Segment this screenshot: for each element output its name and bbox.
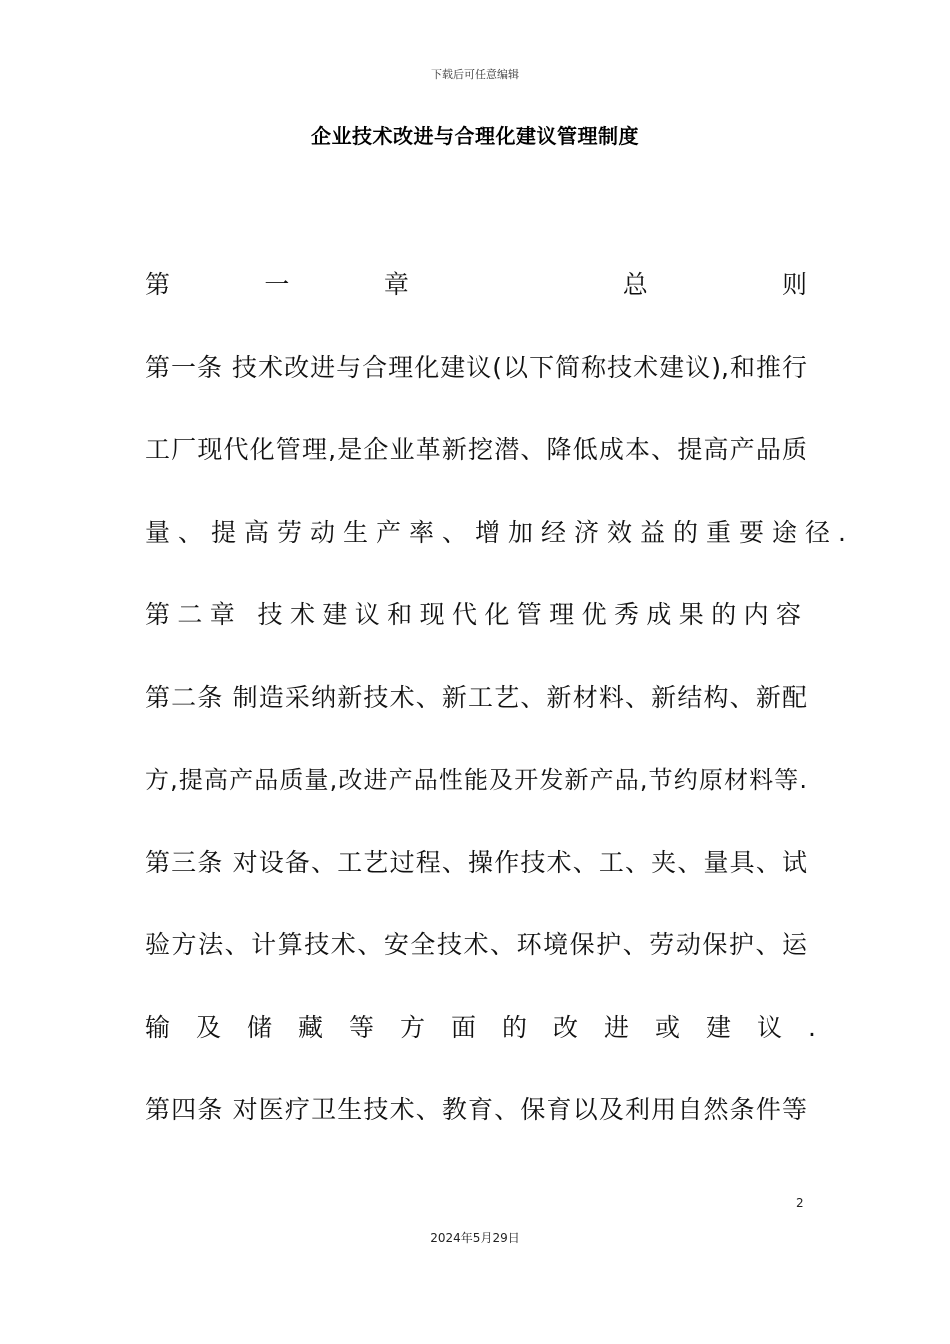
header-note: 下载后可任意编辑 bbox=[431, 68, 519, 81]
body-line: 第二章 技术建议和现代化管理优秀成果的内容 bbox=[145, 600, 807, 629]
body-line: 验方法、计算技术、安全技术、环境保护、劳动保护、运 bbox=[145, 930, 807, 959]
page-number: 2 bbox=[796, 1196, 804, 1210]
body-line: 第四条 对医疗卫生技术、教育、保育以及利用自然条件等 bbox=[145, 1095, 807, 1124]
body-line: 第一条 技术改进与合理化建议(以下简称技术建议),和推行 bbox=[145, 352, 807, 382]
body-line: 工厂现代化管理,是企业革新挖潜、降低成本、提高产品质 bbox=[145, 435, 807, 464]
body-line: 第 一 章 总 则 bbox=[145, 270, 807, 299]
body-line: 第二条 制造采纳新技术、新工艺、新材料、新结构、新配 bbox=[145, 682, 807, 712]
body-line: 输及储藏等方面的改进或建议. bbox=[145, 1012, 842, 1042]
document-title: 企业技术改进与合理化建议管理制度 bbox=[311, 124, 639, 148]
document-body bbox=[145, 262, 854, 1170]
body-line: 第三条 对设备、工艺过程、操作技术、工、夹、量具、试 bbox=[145, 847, 807, 877]
footer-date: 2024年5月29日 bbox=[430, 1231, 520, 1245]
body-line: 量、提高劳动生产率、增加经济效益的重要途径. bbox=[145, 517, 854, 547]
body-line: 方,提高产品质量,改进产品性能及开发新产品,节约原材料等. bbox=[145, 766, 807, 794]
